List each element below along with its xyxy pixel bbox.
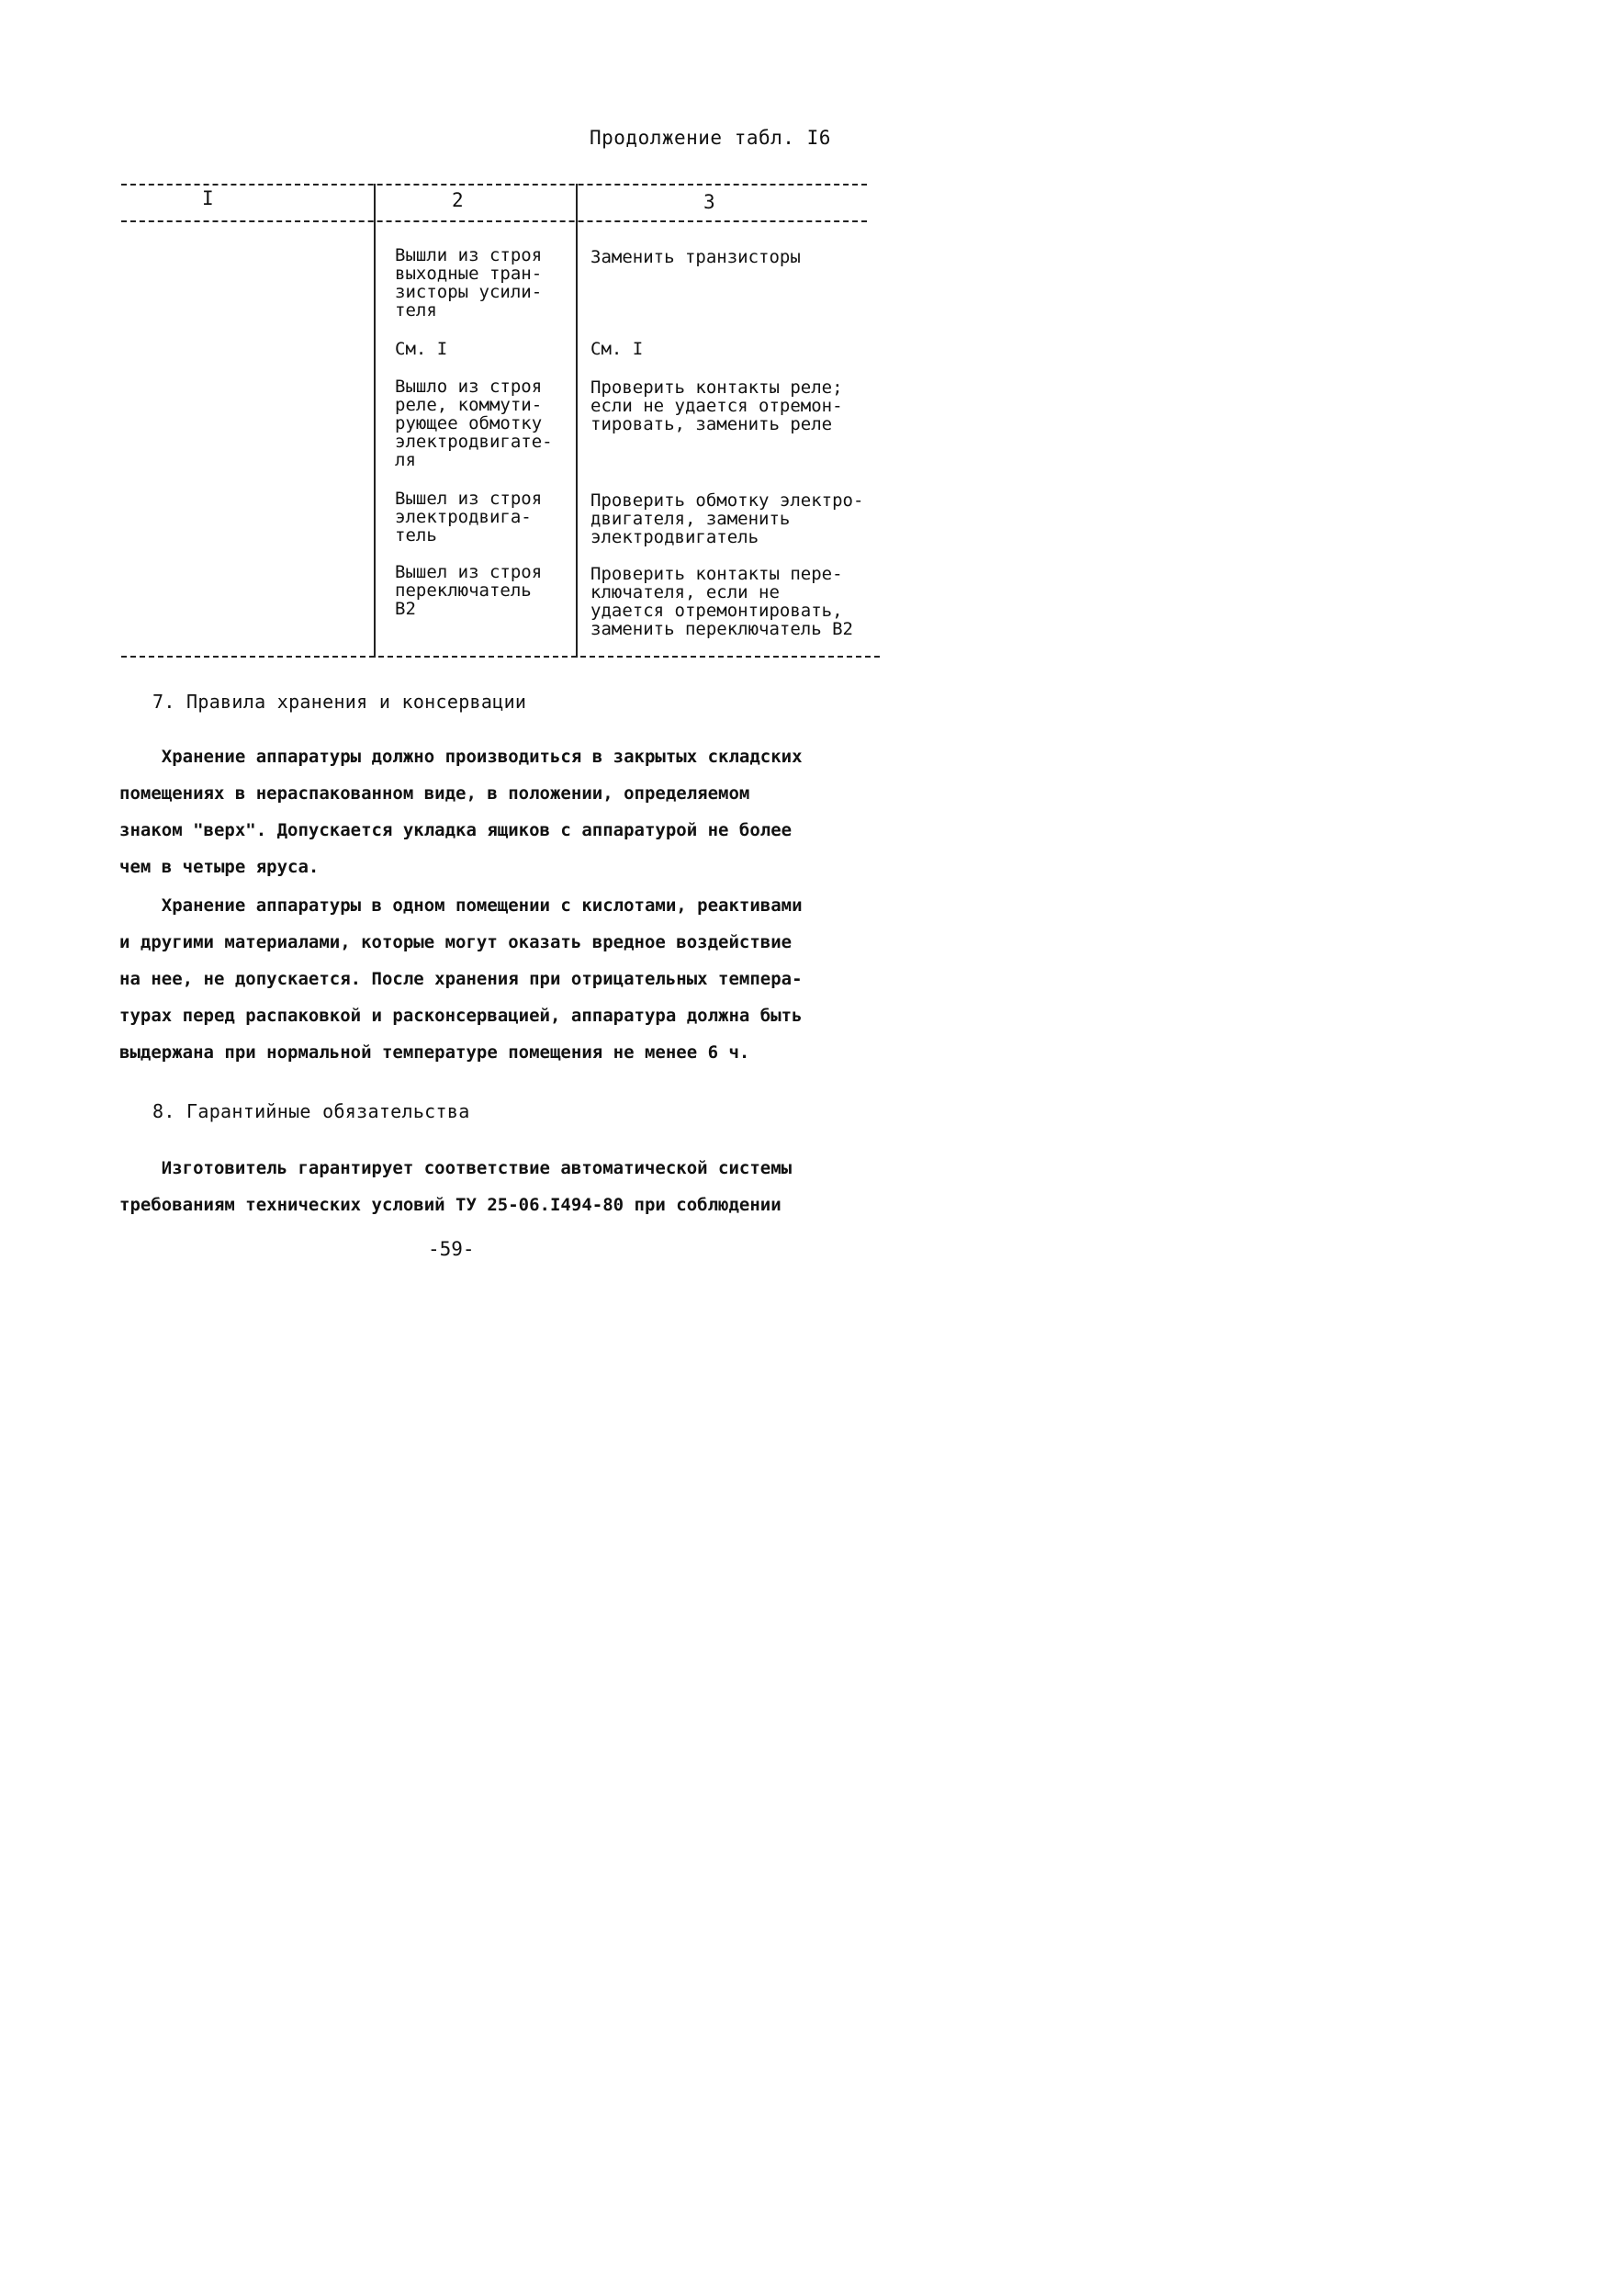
table-row-5-col2: Вышел из строя переключатель В2 [395, 562, 543, 619]
table-row-3-col3: Проверить контакты реле; если не удается отремон- тировать, заменить реле [590, 377, 843, 434]
section-7-paragraph-2: Хранение аппаратуры в одном помещении с кислотами, реактивами и другими материалами, которые могут оказать вредное воздействие на нее, не допускается. После хранения при отрицательных темпера- турах перед распаковкой и расконсервацией, аппаратура должна быть выдержана при нормальной температуре помещения не менее 6 ч. [119, 895, 803, 1063]
table-row-4-col2: Вышел из строя электродвига- тель [395, 489, 543, 546]
table-bottom-rule [121, 656, 880, 658]
table-column-divider-2 [576, 184, 578, 658]
section-7-heading: 7. Правила хранения и консервации [152, 691, 527, 713]
page-number: -59- [428, 1238, 475, 1260]
table-row-2-col2: См. I [395, 339, 448, 359]
table-row-1-col2: Вышли из строя выходные тран- зисторы усили- теля [395, 245, 543, 321]
table-column-divider-1 [374, 184, 376, 658]
table-row-5-col3: Проверить контакты пере- ключателя, если не удается отремонтировать, заменить переключатель В2 [590, 564, 853, 639]
table-header-col1: I [202, 187, 214, 209]
table-header-col2: 2 [452, 189, 464, 211]
table-top-rule [121, 184, 867, 186]
section-7-paragraph-1: Хранение аппаратуры должно производиться в закрытых складских помещениях в нераспакованном виде, в положении, определяемом знаком "верх". Допускается укладка ящиков с аппаратурой не более чем в четыре яруса. [119, 747, 803, 877]
table-header-col3: 3 [703, 191, 715, 213]
table-row-3-col2: Вышло из строя реле, коммути- рующее обмотку электродвигате- ля [395, 377, 553, 470]
section-8-heading: 8. Гарантийные обязательства [152, 1100, 470, 1122]
table-caption: Продолжение табл. I6 [590, 127, 831, 149]
table-row-2-col3: См. I [590, 339, 644, 359]
table-header-rule [121, 220, 867, 222]
table-row-4-col3: Проверить обмотку электро- двигателя, заменить электродвигатель [590, 490, 864, 547]
section-8-paragraph-1: Изготовитель гарантирует соответствие автоматической системы требованиям технических условий ТУ 25-06.I494-80 при соблюдении [119, 1158, 793, 1215]
table-row-1-col3: Заменить транзисторы [590, 247, 801, 267]
